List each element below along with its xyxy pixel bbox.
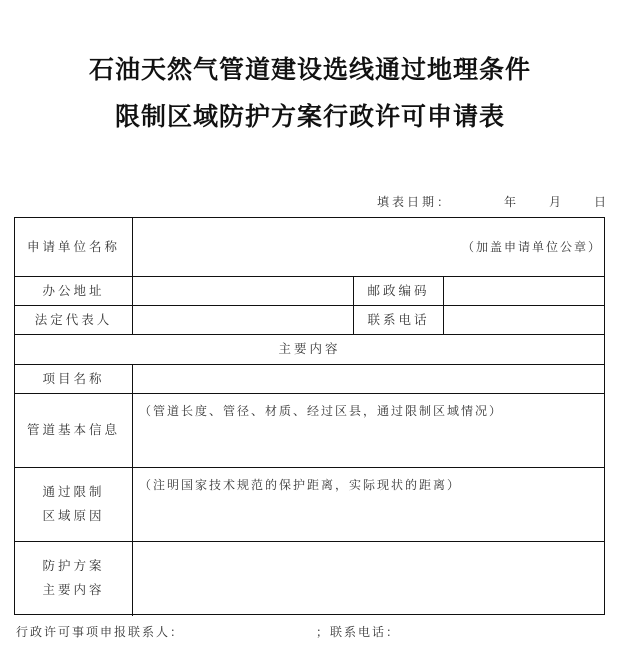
restricted-area-reason-label — [15, 467, 132, 541]
phone-field[interactable] — [444, 305, 604, 334]
main-content-header: 主要内容 — [278, 341, 341, 356]
application-form-table — [14, 217, 605, 615]
project-name-field[interactable] — [133, 364, 604, 393]
office-address-field[interactable] — [133, 276, 353, 305]
protection-plan-label — [15, 541, 132, 614]
date-day-label: 日 — [594, 195, 610, 209]
protection-plan-field[interactable] — [133, 541, 604, 614]
pipeline-info-label: 管道基本信息 — [26, 422, 120, 437]
footer-phone-label: 联系电话： — [330, 625, 401, 639]
office-address-label: 办公地址 — [42, 282, 105, 298]
legal-representative-label: 法定代表人 — [34, 311, 113, 327]
date-month-label: 月 — [549, 195, 565, 209]
applicant-name-label: 申请单位名称 — [26, 239, 120, 254]
fill-date-label: 填表日期： — [377, 195, 453, 209]
title-line-2: 限制区域防护方案行政许可申请表 — [114, 102, 505, 131]
filing-contact-label: 行政许可事项申报联系人： — [16, 625, 185, 639]
postal-code-field[interactable] — [444, 276, 604, 305]
reason-label-line-2: 区域原因 — [42, 508, 105, 523]
legal-representative-field[interactable] — [133, 305, 353, 334]
plan-label-line-1: 防护方案 — [42, 557, 105, 573]
postal-code-label: 邮政编码 — [367, 282, 430, 298]
pipeline-info-hint: （管道长度、管径、材质、经过区县，通过限制区域情况） — [139, 404, 504, 418]
reason-hint: （注明国家技术规范的保护距离，实际现状的距离） — [139, 478, 462, 492]
project-name-label: 项目名称 — [42, 370, 105, 386]
phone-label: 联系电话 — [367, 311, 430, 327]
date-year-label: 年 — [504, 195, 520, 209]
plan-label-line-2: 主要内容 — [42, 581, 105, 597]
title-line-1: 石油天然气管道建设选线通过地理条件 — [88, 55, 531, 84]
reason-label-line-1: 通过限制 — [42, 484, 105, 499]
footer-separator: ； — [316, 625, 331, 639]
official-seal-note: （加盖申请单位公章） — [461, 240, 602, 254]
